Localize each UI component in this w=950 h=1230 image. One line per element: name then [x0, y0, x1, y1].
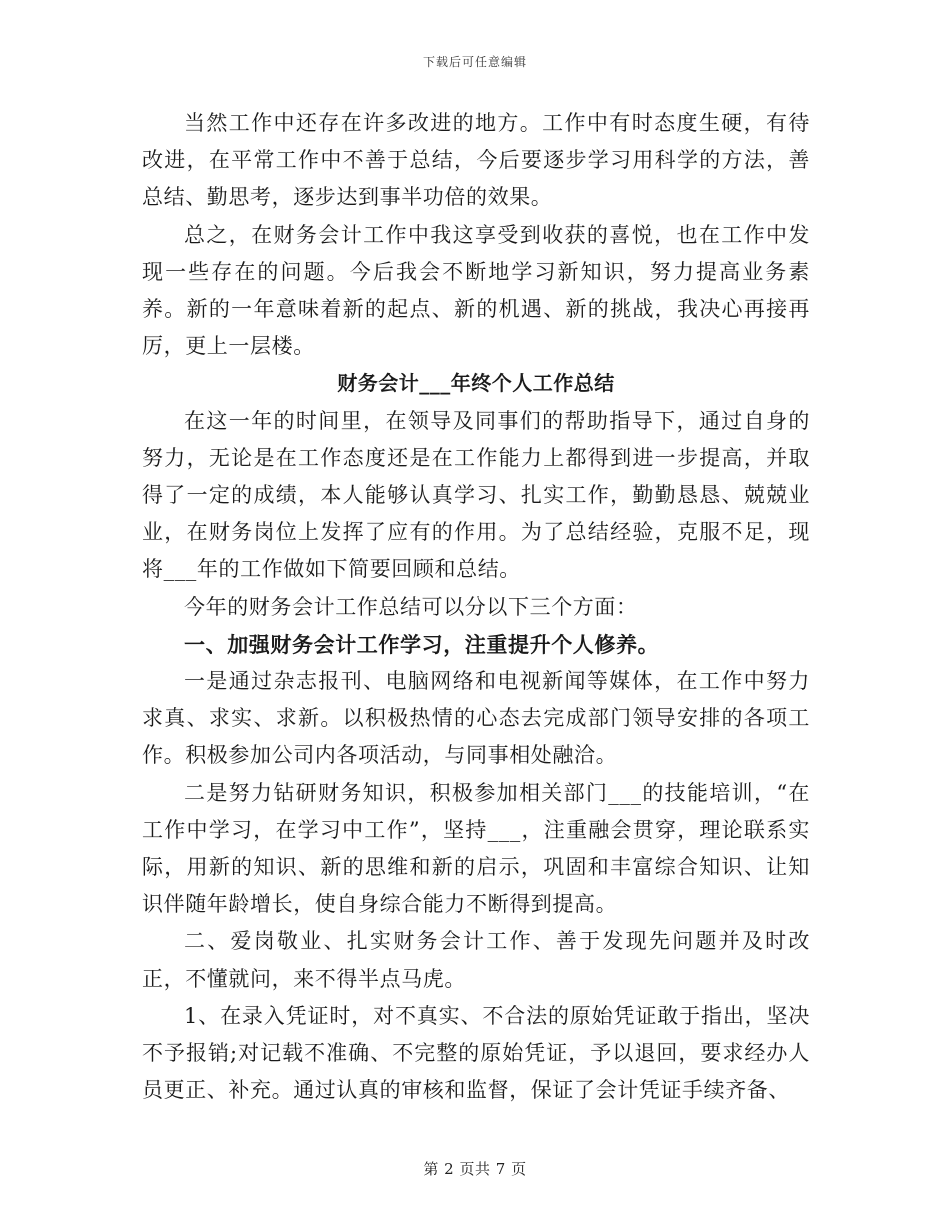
paragraph-aspects: 今年的财务会计工作总结可以分以下三个方面： — [184, 594, 638, 619]
paragraph-item-1: 1、在录入凭证时，对不真实、不合法的原始凭证敢于指出，坚决不予报销;对记载不准确、不完整的原始凭证，予以退回，要求经办人员更正、补充。通过认真的审核和监督，保证了会计凭证手续齐备、 — [142, 1003, 810, 1103]
document-body — [142, 105, 810, 1109]
paragraph-intro: 在这一年的时间里，在领导及同事们的帮助指导下，通过自身的努力，无论是在工作态度还是在工作能力上都得到进一步提高，并取得了一定的成绩，本人能够认真学习、扎实工作，勤勤恳恳、兢兢业业，在财务岗位上发挥了应有的作用。为了总结经验，克服不足，现将___年的工作做如下简要回顾和总结。 — [142, 408, 810, 582]
paragraph-conclusion: 总之，在财务会计工作中我这享受到收获的喜悦，也在工作中发现一些存在的问题。今后我会不断地学习新知识，努力提高业务素养。新的一年意味着新的起点、新的机遇、新的挑战，我决心再接再厉，更上一层楼。 — [142, 222, 810, 359]
section-heading-1: 一、加强财务会计工作学习，注重提升个人修养。 — [184, 631, 660, 657]
paragraph-improvement: 当然工作中还存在许多改进的地方。工作中有时态度生硬，有待改进，在平常工作中不善于总结，今后要逐步学习用科学的方法，善总结、勤思考，逐步达到事半功倍的效果。 — [142, 111, 810, 210]
document-title: 财务会计___年终个人工作总结 — [337, 371, 615, 396]
section-heading-2: 二、爱岗敬业、扎实财务会计工作、善于发现先问题并及时改正，不懂就问，来不得半点马虎。 — [142, 929, 810, 991]
paragraph-point-one: 一是通过杂志报刊、电脑网络和电视新闻等媒体，在工作中努力求真、求实、求新。以积极热情的心态去完成部门领导安排的各项工作。积极参加公司内各项活动，与同事相处融洽。 — [142, 669, 810, 768]
page-header: 下载后可任意编辑 — [422, 55, 527, 69]
page-number: 第 2 页共 7 页 — [423, 1160, 527, 1178]
paragraph-point-two: 二是努力钻研财务知识，积极参加相关部门___的技能培训，“在工作中学习，在学习中工作”，坚持___，注重融会贯穿，理论联系实际，用新的知识、新的思维和新的启示，巩固和丰富综合知识、让知识伴随年龄增长，使自身综合能力不断得到提高。 — [142, 780, 810, 917]
